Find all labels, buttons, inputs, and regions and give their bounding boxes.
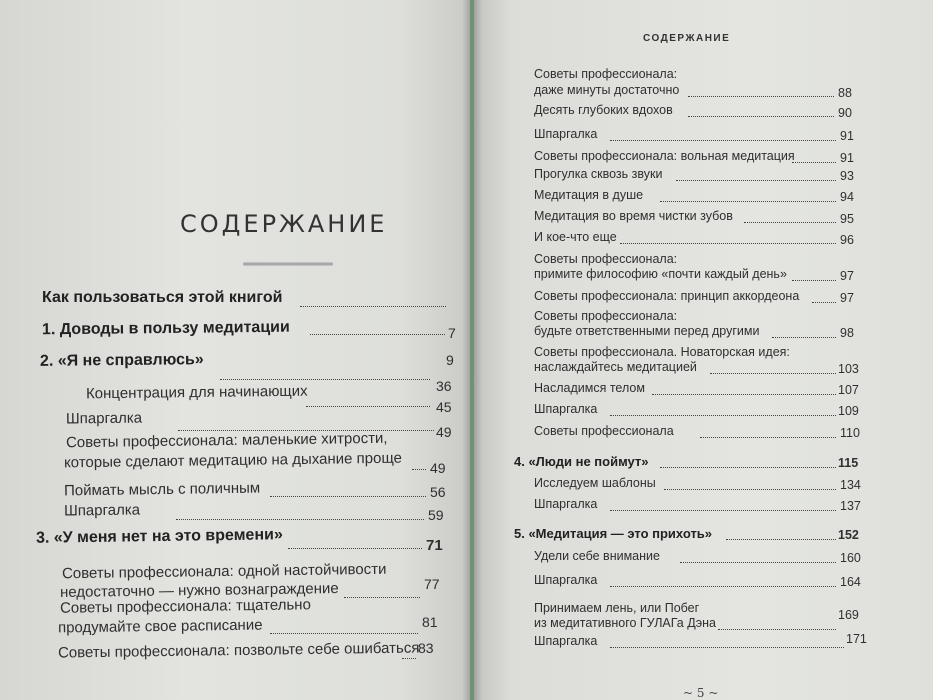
toc-entry: Шпаргалка (534, 497, 598, 511)
toc-page: 49 (430, 460, 446, 476)
toc-page: 59 (428, 507, 444, 523)
running-head: СОДЕРЖАНИЕ (643, 33, 731, 44)
leader-dots (688, 94, 834, 97)
toc-page: 137 (840, 499, 861, 513)
toc-entry: Десять глубоких вдохов (534, 103, 673, 117)
leader-dots (652, 392, 836, 395)
toc-page: 81 (422, 614, 438, 630)
toc-entry: И кое-что еще (534, 230, 617, 244)
toc-entry: Советы профессионала. Новаторская идея: (534, 345, 790, 359)
leader-dots (718, 627, 836, 630)
toc-page: 97 (840, 291, 854, 305)
toc-page: 95 (840, 212, 854, 226)
leader-dots (270, 494, 426, 497)
toc-entry: наслаждайтесь медитацией (534, 360, 697, 374)
toc-chapter: 1. Доводы в пользу медитации (41, 318, 290, 339)
leader-dots (680, 560, 836, 563)
leader-dots (270, 631, 418, 634)
leader-dots (306, 404, 430, 407)
toc-page: 91 (840, 129, 854, 143)
toc-entry: Поймать мысль с поличным (63, 479, 261, 500)
leader-dots (344, 595, 420, 598)
toc-entry: Принимаем лень, или Побег (534, 601, 700, 615)
toc-entry: Советы профессионала: (534, 67, 678, 81)
leader-dots (610, 138, 836, 141)
toc-page: 49 (436, 424, 452, 440)
toc-entry: Медитация в душе (534, 188, 644, 202)
toc-page: 91 (840, 151, 854, 165)
toc-entry: Советы профессионала: одной настойчивости (61, 560, 387, 583)
toc-entry: продумайте свое расписание (57, 616, 263, 637)
toc-page: 152 (838, 528, 859, 542)
toc-entry: Как пользоваться этой книгой (42, 289, 283, 306)
leader-dots (288, 546, 422, 549)
toc-page: 36 (436, 378, 452, 394)
leader-dots (300, 304, 446, 307)
toc-entry: будьте ответственными перед другими (534, 324, 760, 338)
toc-page: 83 (418, 640, 434, 656)
toc-entry: Советы профессионала: (534, 252, 678, 266)
leader-dots (812, 300, 836, 303)
leader-dots (610, 584, 836, 587)
toc-page: 56 (430, 484, 446, 500)
leader-dots (402, 656, 416, 659)
leader-dots (792, 160, 836, 163)
toc-entry: примите философию «почти каждый день» (534, 267, 787, 281)
toc-entry: Шпаргалка (63, 501, 141, 520)
leader-dots (688, 114, 834, 117)
toc-entry: Шпаргалка (534, 402, 598, 416)
leader-dots (664, 487, 836, 490)
toc-page: 164 (840, 575, 861, 589)
toc-page: 169 (838, 608, 859, 622)
page-title: СОДЕРЖАНИЕ (180, 210, 388, 238)
toc-page: 94 (840, 190, 854, 204)
toc-page: 96 (840, 233, 854, 247)
toc-page: 45 (436, 399, 452, 415)
toc-entry: Советы профессионала: принцип аккордеона (534, 289, 800, 303)
toc-page: 9 (446, 352, 454, 368)
leader-dots (176, 517, 424, 520)
leader-dots (676, 178, 836, 181)
toc-page: 110 (840, 426, 860, 440)
toc-page: 98 (840, 326, 854, 340)
leader-dots (700, 435, 836, 438)
toc-page: 115 (838, 456, 859, 470)
leader-dots (660, 465, 836, 468)
toc-entry: Советы профессионала: позвольте себе ошибаться (57, 639, 420, 662)
leader-dots (772, 335, 836, 338)
toc-entry: Советы профессионала: вольная медитация (534, 149, 795, 163)
toc-entry: Исследуем шаблоны (534, 476, 656, 490)
toc-chapter: 4. «Люди не поймут» (514, 454, 649, 469)
page-number: ~ 5 ~ (683, 686, 719, 700)
toc-entry: из медитативного ГУЛАГа Дэна (534, 616, 716, 630)
leader-dots (744, 220, 836, 223)
leader-dots (660, 199, 836, 202)
toc-entry: недостаточно — нужно вознаграждение (59, 580, 339, 601)
toc-chapter: 2. «Я не справлюсь» (39, 351, 204, 370)
toc-page: 7 (448, 325, 456, 341)
toc-entry: даже минуты достаточно (534, 83, 680, 97)
toc-page: 107 (838, 383, 859, 397)
toc-entry: Советы профессионала: (534, 309, 678, 323)
toc-page: 77 (424, 576, 440, 592)
toc-entry: Шпаргалка (534, 127, 598, 141)
leader-dots (620, 241, 836, 244)
toc-page: 134 (840, 478, 861, 492)
leader-dots (220, 377, 430, 380)
leader-dots (610, 413, 836, 416)
toc-chapter: 5. «Медитация — это прихоть» (514, 526, 713, 541)
leader-dots (610, 645, 844, 648)
toc-page: 93 (840, 169, 854, 183)
leader-dots (726, 537, 836, 540)
toc-entry: Насладимся телом (534, 381, 645, 395)
toc-entry: Медитация во время чистки зубов (534, 209, 733, 223)
toc-entry: Шпаргалка (534, 573, 598, 587)
toc-entry: Советы профессионала: маленькие хитрости, (65, 429, 388, 452)
title-underline (243, 261, 333, 267)
toc-chapter: 3. «У меня нет на это времени» (35, 526, 283, 547)
book-gutter (462, 0, 482, 700)
leader-dots (310, 332, 445, 335)
leader-dots (412, 467, 426, 470)
leader-dots (710, 371, 836, 374)
toc-entry: Прогулка сквозь звуки (534, 167, 663, 181)
toc-page: 160 (840, 551, 861, 565)
toc-page: 103 (838, 362, 859, 376)
toc-page: 171 (846, 632, 867, 646)
toc-page: 97 (840, 269, 854, 283)
toc-page: 88 (838, 86, 852, 100)
toc-page: 90 (838, 106, 852, 120)
toc-entry: Советы профессионала: тщательно (59, 596, 311, 617)
leader-dots (610, 508, 836, 511)
toc-entry: Удели себе внимание (534, 549, 660, 563)
toc-entry: которые сделают медитацию на дыхание проще (63, 449, 403, 472)
toc-entry: Советы профессионала (534, 424, 674, 438)
toc-entry: Концентрация для начинающих (85, 382, 308, 403)
leader-dots (792, 278, 836, 281)
toc-page: 109 (838, 404, 859, 418)
toc-page: 71 (426, 537, 443, 554)
toc-entry: Шпаргалка (65, 409, 143, 428)
toc-entry: Шпаргалка (534, 634, 598, 648)
